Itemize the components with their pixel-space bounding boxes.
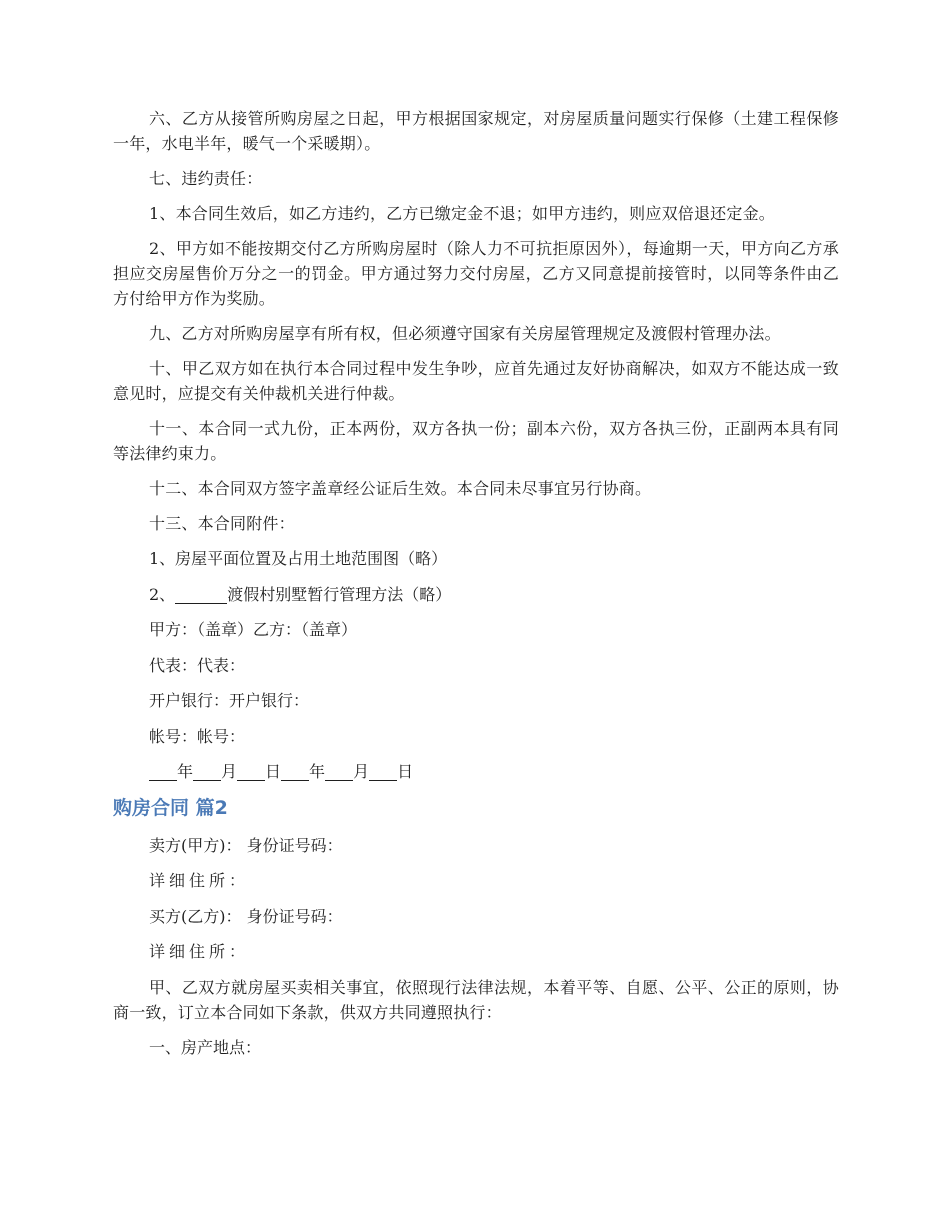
- attachment-1: 1、房屋平面位置及占用土地范围图（略）: [149, 549, 448, 568]
- clause-13-title: 十三、本合同附件：: [149, 514, 295, 533]
- date-blank: [369, 762, 397, 781]
- clause-12: 十二、本合同双方签字盖章经公证后生效。本合同未尽事宜另行协商。: [149, 479, 652, 498]
- buyer-address: 详细住所：: [149, 942, 250, 961]
- document-page: [113, 106, 839, 1070]
- clause-9: 九、乙方对所购房屋享有所有权，但必须遵守国家有关房屋管理规定及渡假村管理办法。: [149, 324, 781, 343]
- section-heading: 购房合同 篇2: [113, 796, 228, 819]
- signature-account: 帐号：帐号：: [149, 726, 246, 746]
- attachment-2-blank: [175, 585, 227, 604]
- date-blank: [193, 762, 221, 781]
- date-month-label: 月: [221, 762, 238, 781]
- signature-dates: [113, 759, 839, 784]
- clause-7-item-1: 1、本合同生效后，如乙方违约，乙方已缴定金不退；如甲方违约，则应双倍退还定金。: [149, 204, 775, 223]
- date-day-label: 日: [265, 762, 282, 781]
- clause-7-title: 七、违约责任：: [149, 169, 263, 188]
- attachment-2: [113, 582, 839, 607]
- date-blank: [237, 762, 265, 781]
- seller-info: 卖方(甲方)： 身份证号码：: [149, 835, 343, 855]
- signature-bank: 开户银行：开户银行：: [149, 691, 310, 710]
- contract-intro: 甲、乙双方就房屋买卖相关事宜，依照现行法律法规，本着平等、自愿、公平、公正的原则，协商一致，订立本合同如下条款，供双方共同遵照执行：: [113, 977, 839, 1022]
- clause-10: 十、甲乙双方如在执行本合同过程中发生争吵，应首先通过友好协商解决，如双方不能达成一致意见时，应提交有关仲裁机关进行仲裁。: [113, 359, 839, 403]
- date-year-label: 年: [177, 762, 194, 781]
- seller-address: 详细住所：: [149, 871, 250, 890]
- clause-7-item-2: 2、甲方如不能按期交付乙方所购房屋时（除人力不可抗拒原因外），每逾期一天，甲方向乙方承担应交房屋售价万分之一的罚金。甲方通过努力交付房屋，乙方又同意提前接管时，以同等条件由乙方付给甲方作为奖励。: [113, 239, 839, 308]
- clause-6: 六、乙方从接管所购房屋之日起，甲方根据国家规定，对房屋质量问题实行保修（土建工程保修一年，水电半年，暖气一个采暖期）。: [113, 109, 839, 153]
- clause-11: 十一、本合同一式九份，正本两份，双方各执一份；副本六份，双方各执三份，正副两本具有同等法律约束力。: [113, 419, 839, 463]
- buyer-info: 买方(乙方)： 身份证号码：: [149, 906, 343, 926]
- date-year-label: 年: [309, 762, 326, 781]
- date-day-label: 日: [397, 762, 414, 781]
- date-blank: [281, 762, 309, 781]
- date-blank: [325, 762, 353, 781]
- date-blank: [149, 762, 177, 781]
- attachment-2-title: 渡假村别墅暂行管理方法（略）: [227, 584, 452, 604]
- signature-parties: 甲方：（盖章）乙方：（盖章）: [149, 620, 358, 639]
- signature-representative: 代表：代表：: [149, 655, 246, 675]
- attachment-2-number: 2、: [149, 584, 176, 604]
- date-month-label: 月: [353, 762, 370, 781]
- clause-1-title: 一、房产地点：: [149, 1037, 262, 1057]
